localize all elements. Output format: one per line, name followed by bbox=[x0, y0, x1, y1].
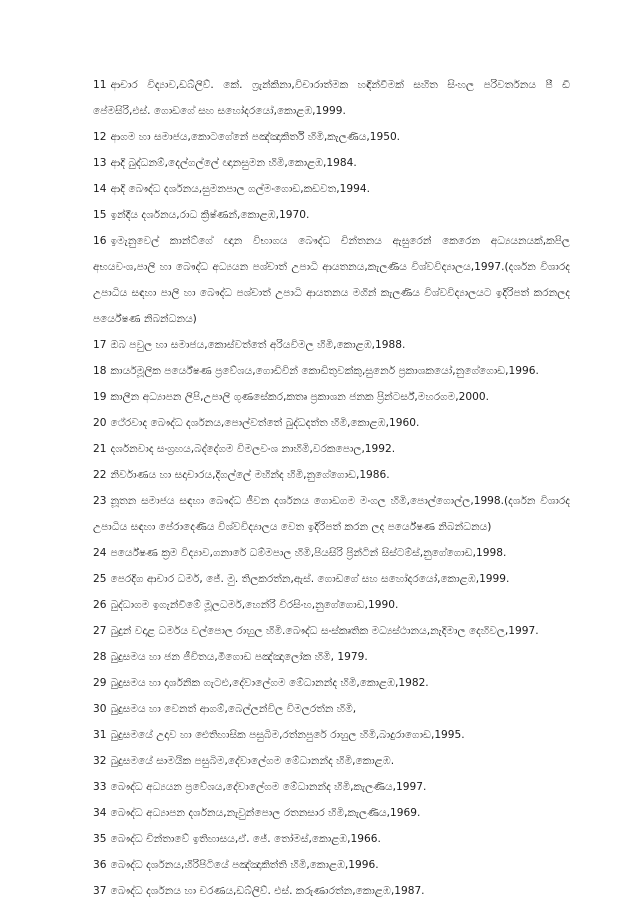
entry-text: කාලීන අධ්‍යාපන ලිපි,උපාලි ගුණසේකර,කතෘ ප්‍රකාශන ජනක ප්‍රින්ටර්ස්,මහරගම,2000. bbox=[110, 391, 489, 403]
entry-number: 19 bbox=[93, 391, 107, 403]
bibliography-entry bbox=[93, 176, 570, 202]
bibliography-entry bbox=[93, 384, 570, 410]
bibliography-entry bbox=[93, 696, 570, 722]
bibliography-entry bbox=[93, 540, 570, 566]
entry-number: 12 bbox=[93, 131, 107, 143]
bibliography-entry bbox=[93, 124, 570, 150]
entry-number: 17 bbox=[93, 339, 107, 351]
bibliography-entry bbox=[93, 800, 570, 826]
entry-text: නූතන සමාජය සඳහා බෞද්ධ ජීවන දර්ශනය ගොඩගම මංගල හිමි,පොල්ගොල්ල,1998.(දර්ශන විශාරද උපාධිය සඳහා පේරාදෙණිය විශ්වවිද්‍යාලය වෙත ඉදිරිපත් කරන ලද පර්යේෂණ නිබන්ධනය) bbox=[93, 495, 570, 533]
entry-number: 35 bbox=[93, 833, 107, 845]
bibliography-entry bbox=[93, 332, 570, 358]
bibliography-entry bbox=[93, 592, 570, 618]
entry-text: බෞද්ධ චින්තාවේ ඉතිහාසය,ඒ. ජේ. තෝමස්,කොළඹ,1966. bbox=[110, 833, 381, 845]
bibliography-entry bbox=[93, 72, 570, 124]
entry-text: ඔබ පවුල හා සමාජය,කොස්වත්තේ අරියවිමල හිමි,කොළඹ,1988. bbox=[110, 339, 406, 351]
entry-text: බුදුසමයේ සාමයික පසුබිම,දේවාලේගම මේධානන්ද හිමි,කොළඹ. bbox=[110, 755, 395, 767]
entry-number: 15 bbox=[93, 209, 107, 221]
entry-text: බෞද්ධ දර්ශනය හා චරණය,ඩබ්ලිව්. එස්. කරුණාරත්න,කොළඹ,1987. bbox=[110, 885, 425, 897]
entry-text: ආචාර විද්‍යාව,ඩබ්ලිව්. කේ. ෆ්‍රැන්කිනා,විචාරාත්මක හඳින්වීමක් සහිත සිංහල පරිවර්තනය පී ඩී පේමසිරි,එස්. ගොඩගේ සහ සහෝදරයෝ,කොළඹ,1999. bbox=[93, 79, 570, 117]
bibliography-entry bbox=[93, 358, 570, 384]
bibliography-entry bbox=[93, 774, 570, 800]
entry-text: බුදුන් වදාළ ධර්මය වල්පොල රාහුල හිමි.බෞද්ධ සංස්කෘතික මධ්‍යස්ථානය,නැදිමාල දෙහිවල,1997. bbox=[110, 625, 539, 637]
entry-text: ආදි බුද්ධනම්,දෙල්ගල්ලේ ඥානසුමන හිමි,කොළඹ,1984. bbox=[110, 157, 357, 169]
entry-text: බුදුසමය හා ජන ජීවිතය,මීගොඩ පඤ්ඤාලෝක හිමි, 1979. bbox=[110, 651, 368, 663]
entry-text: බෞද්ධ අධ්‍යයන ප්‍රවේශය,දේවාලේගම මේධානන්ද හිමි,කැලණිය,1997. bbox=[110, 781, 427, 793]
bibliography-entry bbox=[93, 748, 570, 774]
bibliography-entry bbox=[93, 826, 570, 852]
entry-text: ඉන්දීය දර්ශනය,රාධ ක්‍රිෂ්ණන්,කොළඹ,1970. bbox=[110, 209, 310, 221]
entry-text: බුද්ධාගම ඉගැන්වීමේ මූලධර්ම,හෙන්රි විරසිංහ,නුගේගොඩ,1990. bbox=[110, 599, 399, 611]
entry-number: 37 bbox=[93, 885, 107, 897]
entry-number: 21 bbox=[93, 443, 107, 455]
entry-number: 18 bbox=[93, 365, 107, 377]
bibliography-entry bbox=[93, 462, 570, 488]
entry-number: 20 bbox=[93, 417, 107, 429]
entry-number: 22 bbox=[93, 469, 107, 481]
entry-text: ආගම හා සමාජය,කොටගේනේ පඤ්ඤාකිර්ති හිමි,කැලණිය,1950. bbox=[110, 131, 401, 143]
entry-number: 30 bbox=[93, 703, 107, 715]
bibliography-entry bbox=[93, 566, 570, 592]
bibliography-entry bbox=[93, 488, 570, 540]
entry-number: 36 bbox=[93, 859, 107, 871]
entry-number: 11 bbox=[93, 79, 107, 91]
entry-number: 31 bbox=[93, 729, 107, 741]
entry-text: පර්යේෂණ ක්‍රම විද්‍යාව,ගනාරේ ධම්මපාල හිමි,පියසිරි ප්‍රින්ටින් සිස්ටම්ස්,නුගේගොඩ,1998. bbox=[110, 547, 507, 559]
entry-number: 14 bbox=[93, 183, 107, 195]
bibliography-entry bbox=[93, 618, 570, 644]
entry-text: ආදි බෞද්ධ දර්ශනය,සුමනපාල ගල්මංගොඩ,කඩවත,1994. bbox=[110, 183, 370, 195]
entry-text: බුදුසමය හා වෙනත් ආගම්,බෙල්ලන්විල විමලරත්න හිමි, bbox=[110, 703, 357, 715]
entry-text: නිර්වාණය හා සදාචාරය,දිගල්ලේ මහින්ද හිමි,නුගේගොඩ,1986. bbox=[110, 469, 390, 481]
entry-number: 13 bbox=[93, 157, 107, 169]
entry-number: 24 bbox=[93, 547, 107, 559]
bibliography-entry bbox=[93, 202, 570, 228]
bibliography-entry bbox=[93, 852, 570, 878]
entry-number: 29 bbox=[93, 677, 107, 689]
entry-number: 25 bbox=[93, 573, 107, 585]
entry-text: ථේරවාද බෞද්ධ දර්ශනය,පොල්වත්තේ බුද්ධදත්ත හිමි,කොළඹ,1960. bbox=[110, 417, 420, 429]
bibliography-entry bbox=[93, 644, 570, 670]
bibliography-list bbox=[93, 72, 570, 904]
entry-text: බුදුසමය හා දාර්ශනික ගැටළු,දේවාලේගම මේධානන්ද හිමි,කොළඹ,1982. bbox=[110, 677, 429, 689]
bibliography-entry bbox=[93, 228, 570, 332]
entry-number: 26 bbox=[93, 599, 107, 611]
entry-number: 16 bbox=[93, 235, 107, 247]
entry-text: බෞද්ධ අධ්‍යාපන දර්ශනය,නැවුන්පොල රතනසාර හිමි,කැලණිය,1969. bbox=[110, 807, 421, 819]
entry-number: 34 bbox=[93, 807, 107, 819]
entry-number: 33 bbox=[93, 781, 107, 793]
bibliography-entry bbox=[93, 150, 570, 176]
bibliography-entry bbox=[93, 722, 570, 748]
entry-text: පෙරදිග ආචාර ධර්ම, ජේ. මු. තිලකරත්න,ඇස්. ගොඩගේ සහ සහෝදරයෝ,කොළඹ,1999. bbox=[110, 573, 510, 585]
entry-text: ඉමැනුවෙල් කාන්ට්ගේ ඥාන විභාගය බෞද්ධ චින්තනය ඇසුරෙන් කෙරෙන අධ්‍යයනයක්,කපිල අභයවංශ,පාලි හා බෞද්ධ අධ්‍යයන පශ්චාත් උපාධි ආයතනය,කැලණිය විශ්වවිද්‍යාලය,1997.(දර්ශන විශාරද උපාධිය සඳහා පාලි හා බෞද්ධ පශ්චාත් උපාධි ආයතනය මගින් කැලණිය විශ්වවිද්‍යාලයට ඉදිරිපත් කරනලද පර්යේෂණ නිබන්ධනය) bbox=[93, 235, 570, 325]
entry-text: බුදුසමයේ උදාව හා ඓතිහාසික පසුබිම,රත්නපුරේ රාහුල හිමි,බාදුරාගොඩ,1995. bbox=[110, 729, 465, 741]
entry-text: බෞද්ධ දර්ශනය,හිරිපිටියේ පඤ්ඤාකිත්ති හිමි,කොළඹ,1996. bbox=[110, 859, 379, 871]
bibliography-entry bbox=[93, 410, 570, 436]
entry-text: දර්ශනවාද සංග්‍රහය,බද්දේගම විමලවංශ නාහිමි,වරකපොල,1992. bbox=[110, 443, 396, 455]
entry-number: 28 bbox=[93, 651, 107, 663]
entry-text: කාර්යමූලික පර්යේෂණ ප්‍රවේශය,ගොඩිවින් කොඩිතුවක්කු,සුනෙර් ප්‍රකාශකයෝ,නුගේගොඩ,1996. bbox=[110, 365, 539, 377]
bibliography-entry bbox=[93, 670, 570, 696]
entry-number: 23 bbox=[93, 495, 107, 507]
bibliography-entry bbox=[93, 878, 570, 904]
entry-number: 32 bbox=[93, 755, 107, 767]
entry-number: 27 bbox=[93, 625, 107, 637]
bibliography-entry bbox=[93, 436, 570, 462]
